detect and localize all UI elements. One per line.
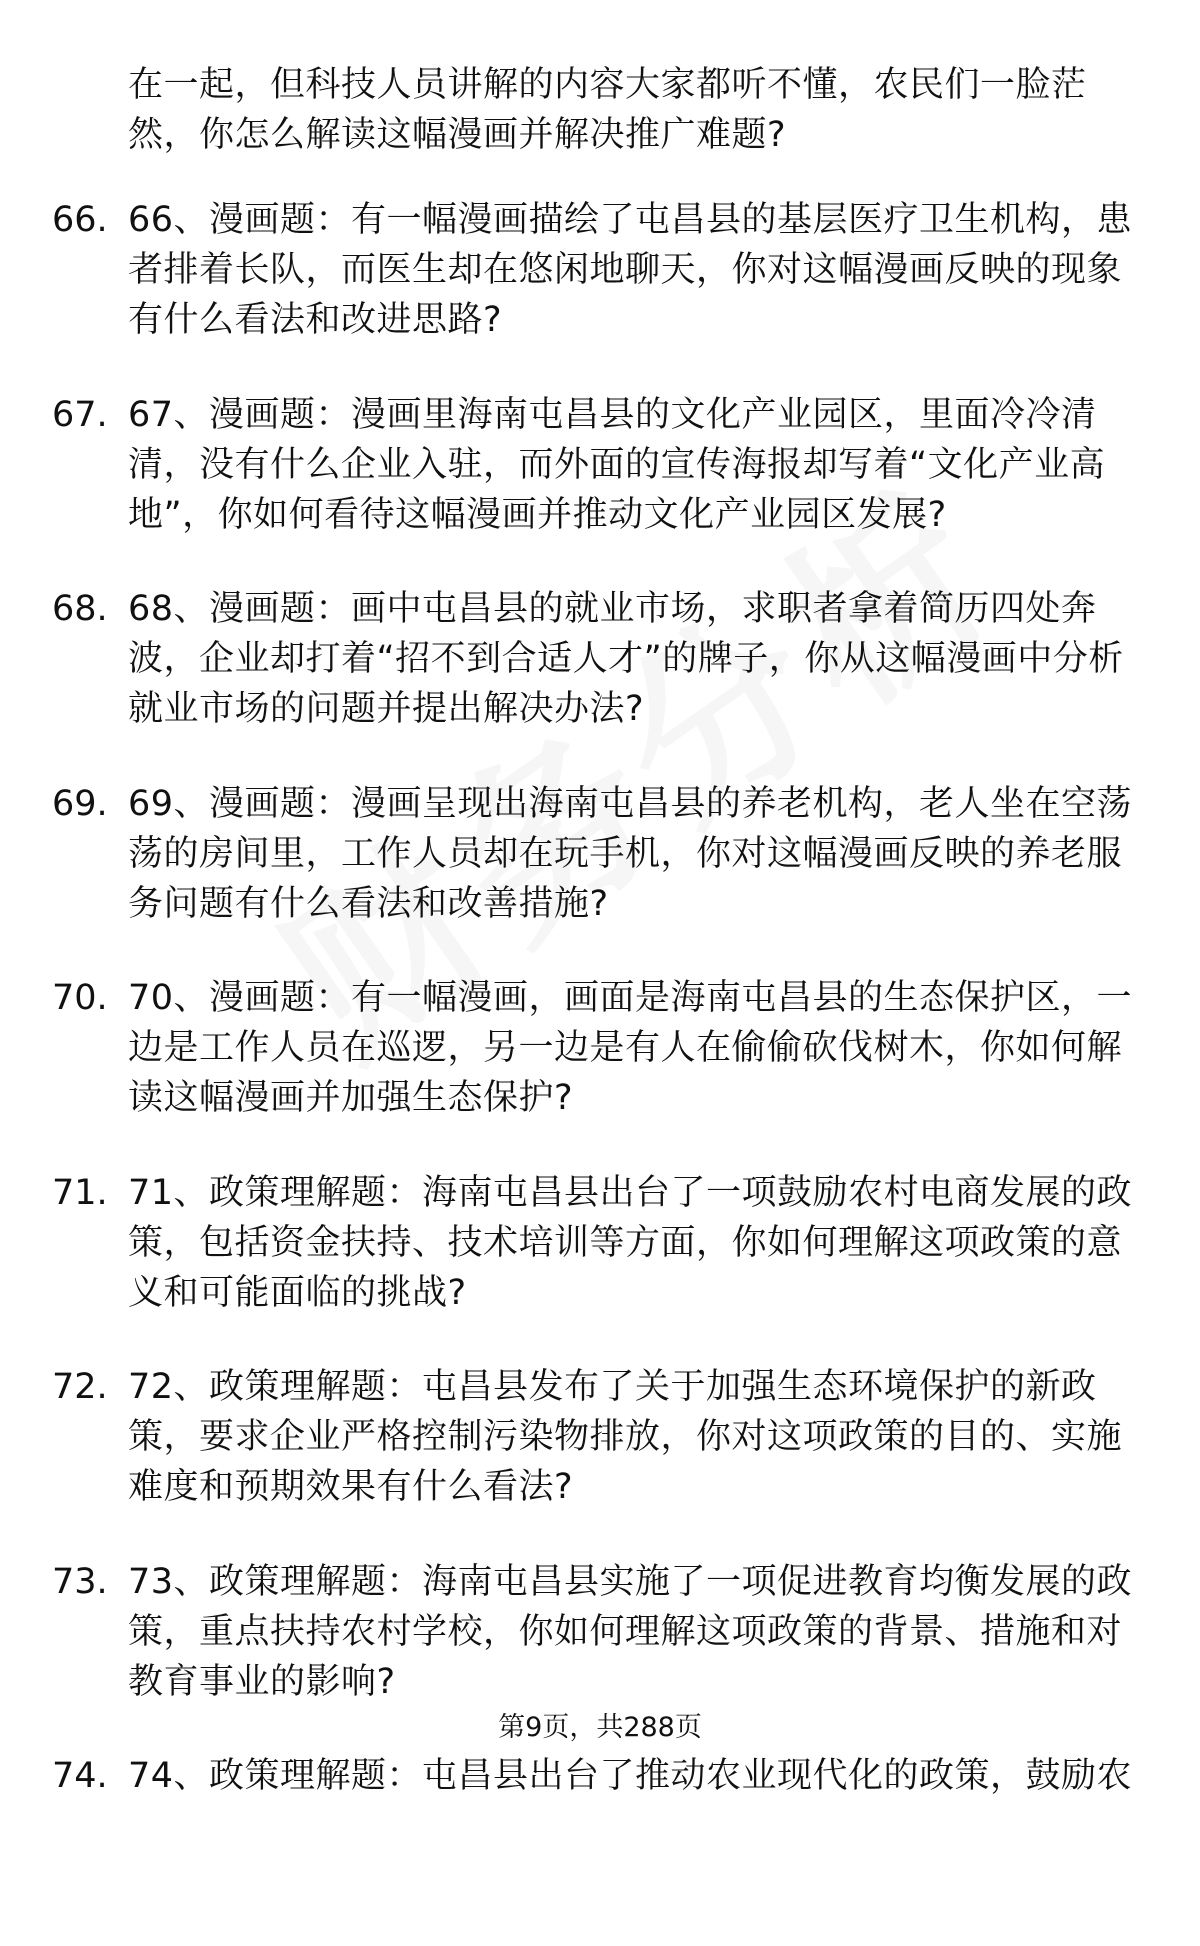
question-text: 73、政策理解题：海南屯昌县实施了一项促进教育均衡发展的政策，重点扶持农村学校，你如何理解这项政策的背景、措施和对教育事业的影响?	[128, 1561, 1133, 1702]
list-item	[0, 1362, 1200, 1557]
continued-question-text: 在一起，但科技人员讲解的内容大家都听不懂，农民们一脸茫然，你怎么解读这幅漫画并解决推广难题?	[128, 65, 1087, 155]
question-text: 71、政策理解题：海南屯昌县出台了一项鼓励农村电商发展的政策，包括资金扶持、技术培训等方面，你如何理解这项政策的意义和可能面临的挑战?	[128, 1172, 1133, 1313]
question-text: 68、漫画题：画中屯昌县的就业市场，求职者拿着简历四处奔波，企业却打着“招不到合适人才”的牌子，你从这幅漫画中分析就业市场的问题并提出解决办法?	[128, 589, 1124, 729]
list-item	[0, 390, 1200, 585]
question-number: 70.	[52, 978, 108, 1018]
question-text: 74、政策理解题：屯昌县出台了推动农业现代化的政策，鼓励农	[128, 1756, 1133, 1796]
list-item	[0, 973, 1200, 1168]
question-number: 67.	[52, 394, 108, 435]
list-item	[0, 1168, 1200, 1363]
question-text: 72、政策理解题：屯昌县发布了关于加强生态环境保护的新政策，要求企业严格控制污染物排放，你对这项政策的目的、实施难度和预期效果有什么看法?	[128, 1367, 1123, 1507]
question-list	[0, 195, 1200, 1946]
question-text: 69、漫画题：漫画呈现出海南屯昌县的养老机构，老人坐在空荡荡的房间里，工作人员却在玩手机，你对这幅漫画反映的养老服务问题有什么看法和改善措施?	[128, 783, 1133, 924]
question-number: 69.	[52, 783, 108, 824]
question-number: 72.	[52, 1367, 108, 1407]
question-number: 74.	[52, 1756, 108, 1796]
question-number: 68.	[52, 589, 108, 629]
question-number: 66.	[52, 200, 108, 240]
list-item	[0, 584, 1200, 779]
question-text: 67、漫画题：漫画里海南屯昌县的文化产业园区，里面冷冷清清，没有什么企业入驻，而外面的宣传海报却写着“文化产业高地”，你如何看待这幅漫画并推动文化产业园区发展?	[128, 394, 1106, 535]
list-item	[0, 1751, 1200, 1946]
list-item	[0, 195, 1200, 390]
question-text: 66、漫画题：有一幅漫画描绘了屯昌县的基层医疗卫生机构，患者排着长队，而医生却在悠闲地聊天，你对这幅漫画反映的现象有什么看法和改进思路?	[128, 200, 1133, 340]
page-footer: 第9页，共288页	[498, 1712, 702, 1743]
question-number: 73.	[52, 1561, 108, 1602]
question-number: 71.	[52, 1172, 108, 1213]
question-text: 70、漫画题：有一幅漫画，画面是海南屯昌县的生态保护区，一边是工作人员在巡逻，另一边是有人在偷偷砍伐树木，你如何解读这幅漫画并加强生态保护?	[128, 978, 1133, 1118]
list-item	[0, 779, 1200, 974]
